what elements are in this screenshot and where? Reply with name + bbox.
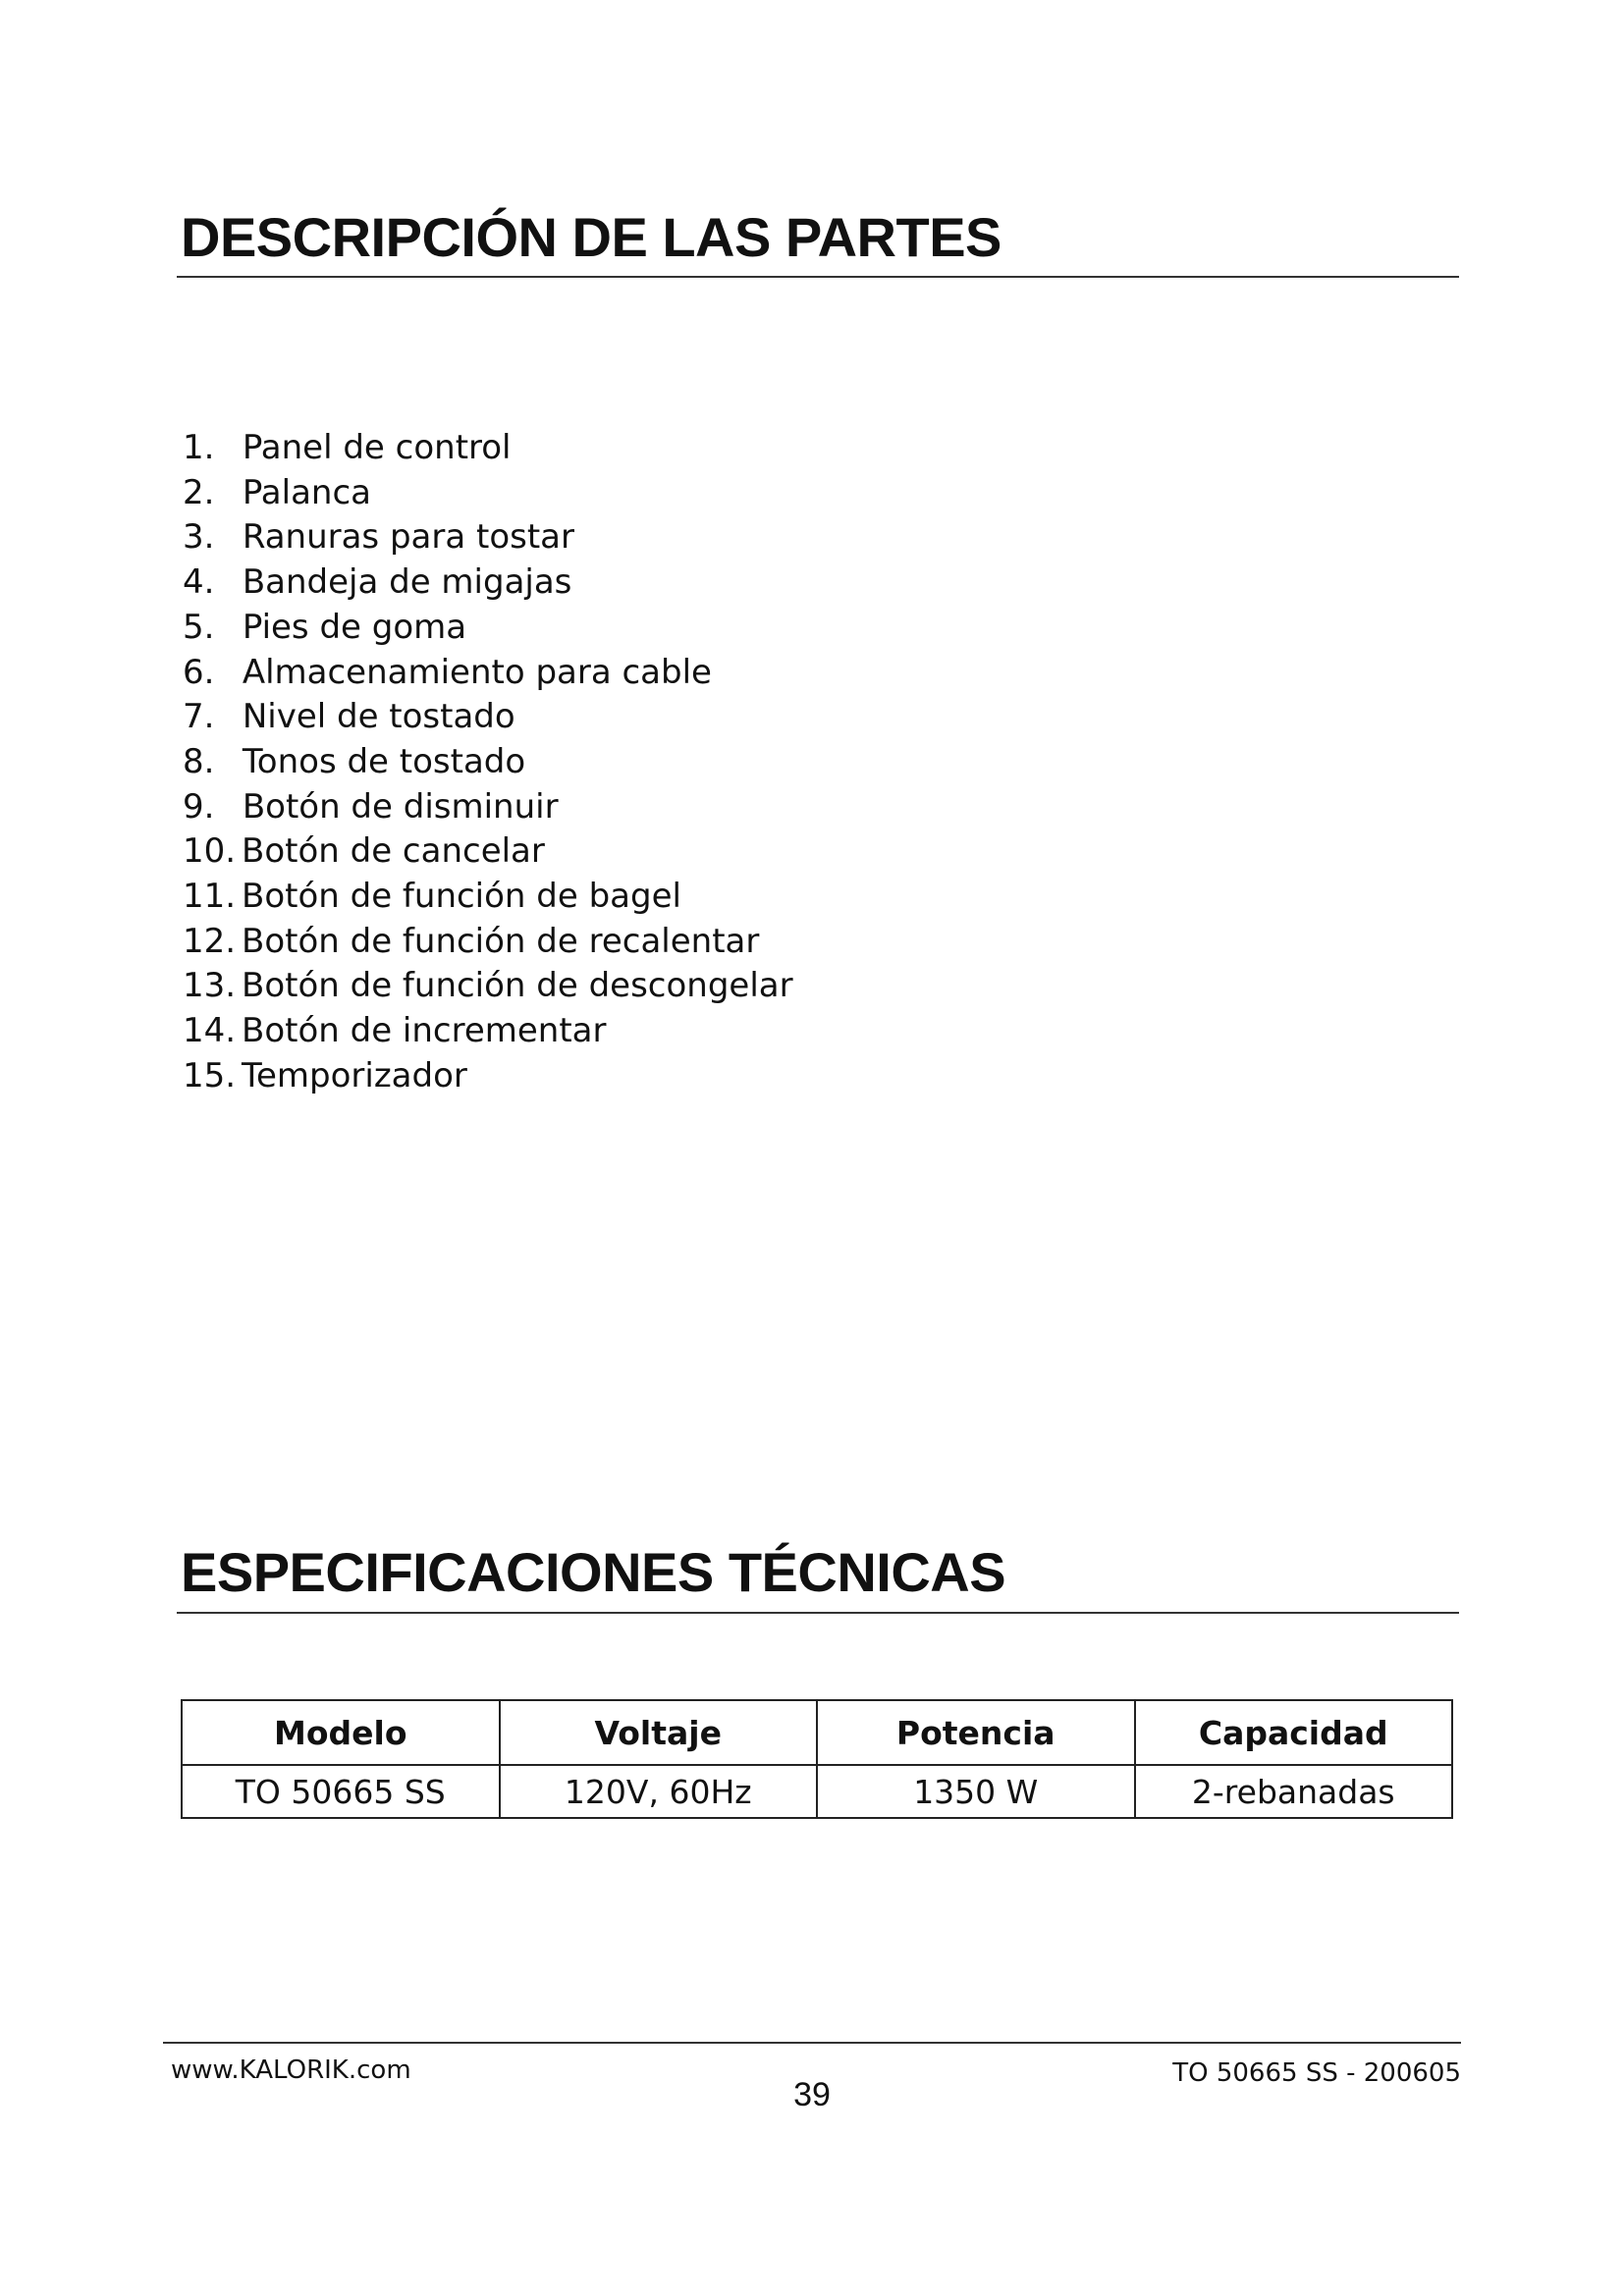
item-number: 15. xyxy=(183,1055,237,1095)
item-label: Pies de goma xyxy=(242,607,467,647)
list-item xyxy=(183,964,793,1009)
list-item xyxy=(183,471,793,516)
item-label: Botón de incrementar xyxy=(242,1011,607,1051)
header-capacity: Capacidad xyxy=(1135,1700,1453,1765)
item-label: Palanca xyxy=(242,472,371,512)
list-item xyxy=(183,606,793,651)
item-number: 5. xyxy=(183,607,215,647)
list-item xyxy=(183,651,793,696)
list-item xyxy=(183,1054,793,1099)
item-number: 2. xyxy=(183,472,215,512)
cell-model: TO 50665 SS xyxy=(182,1765,500,1818)
item-number: 14. xyxy=(183,1011,237,1051)
header-model: Modelo xyxy=(182,1700,500,1765)
item-label: Botón de disminuir xyxy=(242,786,559,827)
header-power: Potencia xyxy=(817,1700,1135,1765)
item-label: Botón de función de bagel xyxy=(242,877,681,917)
table-header-row xyxy=(182,1700,1452,1765)
item-label: Panel de control xyxy=(242,428,512,467)
cell-capacity: 2-rebanadas xyxy=(1135,1765,1453,1818)
item-label: Nivel de tostado xyxy=(242,697,515,737)
item-number: 6. xyxy=(183,652,215,692)
item-label: Botón de función de recalentar xyxy=(242,921,760,961)
list-item xyxy=(183,920,793,965)
cell-voltage: 120V, 60Hz xyxy=(500,1765,818,1818)
specs-table xyxy=(181,1699,1453,1819)
parts-title-divider xyxy=(177,276,1459,278)
list-item xyxy=(183,515,793,561)
specs-section-title: ESPECIFICACIONES TÉCNICAS xyxy=(181,1541,1006,1603)
cell-power: 1350 W xyxy=(817,1765,1135,1818)
item-label: Almacenamiento para cable xyxy=(242,652,712,692)
item-number: 12. xyxy=(183,921,237,961)
item-label: Bandeja de migajas xyxy=(242,562,572,603)
item-label: Temporizador xyxy=(242,1055,467,1095)
footer-website: www.KALORIK.com xyxy=(171,2056,411,2085)
item-label: Botón de cancelar xyxy=(242,831,545,872)
parts-list xyxy=(183,426,793,1099)
footer-doc-code: TO 50665 SS - 200605 xyxy=(1172,2058,1461,2088)
list-item xyxy=(183,695,793,740)
item-number: 11. xyxy=(183,877,237,917)
table-row xyxy=(182,1765,1452,1818)
item-number: 3. xyxy=(183,517,215,558)
specs-title-divider xyxy=(177,1612,1459,1614)
list-item xyxy=(183,785,793,830)
item-number: 1. xyxy=(183,428,215,467)
footer-divider xyxy=(163,2042,1461,2044)
item-label: Ranuras para tostar xyxy=(242,517,574,558)
item-number: 10. xyxy=(183,831,237,872)
item-number: 8. xyxy=(183,741,215,781)
page-number: 39 xyxy=(793,2076,831,2113)
item-number: 4. xyxy=(183,562,215,603)
item-number: 9. xyxy=(183,786,215,827)
list-item xyxy=(183,740,793,785)
item-number: 13. xyxy=(183,966,237,1006)
item-label: Botón de función de descongelar xyxy=(242,966,793,1006)
list-item xyxy=(183,1009,793,1054)
header-voltage: Voltaje xyxy=(500,1700,818,1765)
item-number: 7. xyxy=(183,697,215,737)
item-label: Tonos de tostado xyxy=(242,741,526,781)
parts-section-title: DESCRIPCIÓN DE LAS PARTES xyxy=(181,206,1001,268)
list-item xyxy=(183,829,793,875)
list-item xyxy=(183,875,793,920)
list-item xyxy=(183,426,793,471)
list-item xyxy=(183,561,793,606)
